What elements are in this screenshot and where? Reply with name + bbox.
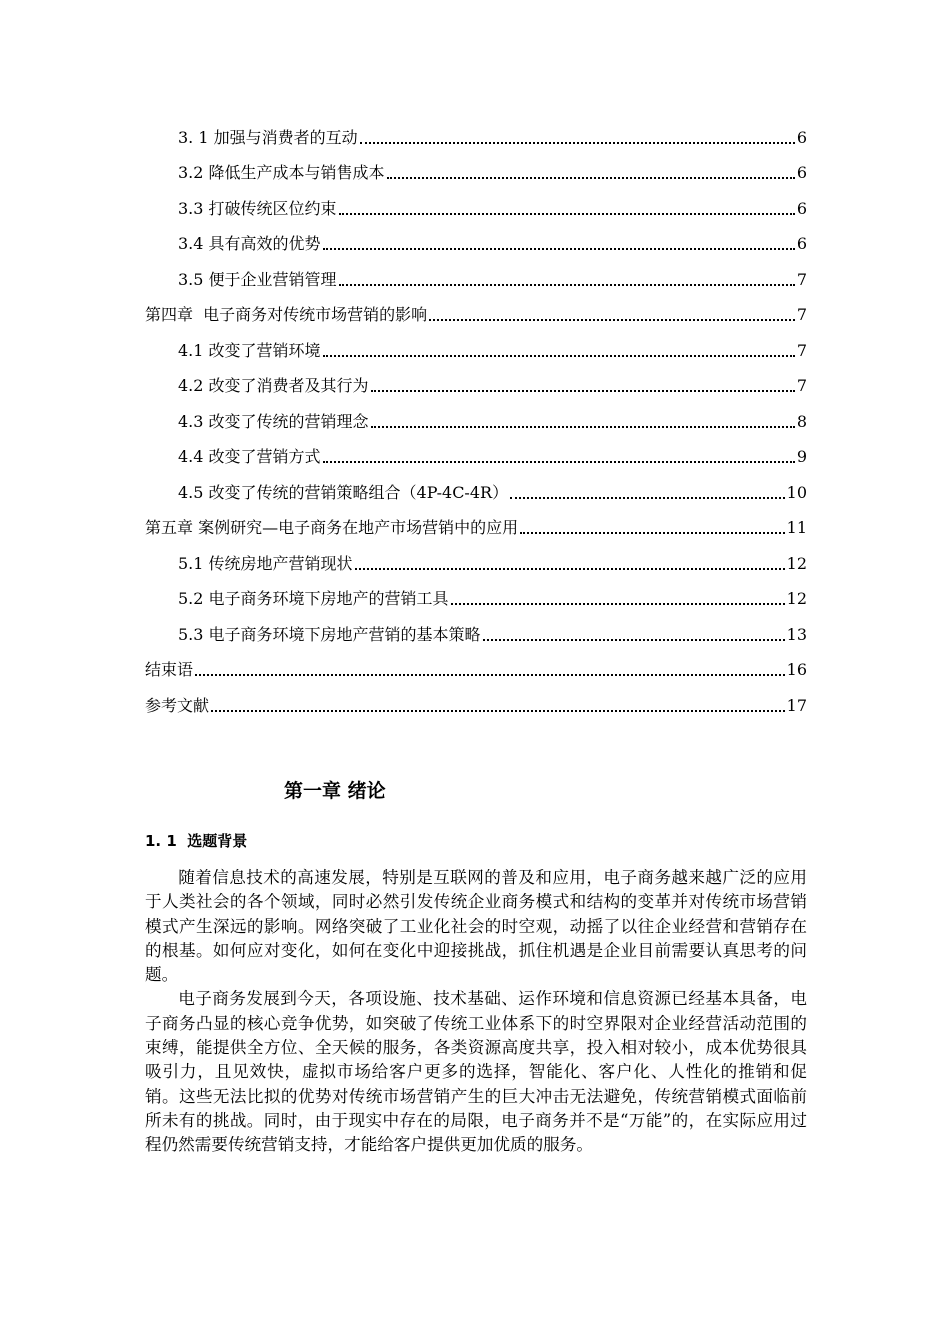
toc-dot-leader	[323, 248, 795, 250]
toc-entry-title: 4.4 改变了营销方式	[178, 447, 321, 466]
toc-dot-leader	[360, 142, 795, 144]
toc-entry-4-4	[145, 432, 807, 468]
body-paragraph: 电子商务发展到今天，各项设施、技术基础、运作环境和信息资源已经基本具备，电子商务凸显的核心竞争优势，如突破了传统工业体系下的时空界限对企业经营活动范围的束缚，能提供全方位、全天候的服务，各类资源高度共享，投入相对较小，成本优势很具吸引力，且见效快，虚拟市场给客户更多的选择，智能化、客户化、人性化的推销和促销。这些无法比拟的优势对传统市场营销产生的巨大冲击无法避免，传统营销模式面临前所未有的挑战。同时，由于现实中存在的局限，电子商务并不是“万能”的，在实际应用过程仍然需要传统营销支持，才能给客户提供更加优质的服务。	[145, 989, 807, 1155]
toc-entry-5-3	[145, 609, 807, 645]
toc-page-number: 16	[786, 660, 807, 679]
toc-entry-conclusion	[145, 645, 807, 681]
toc-page-number: 6	[796, 198, 807, 218]
toc-page-number: 13	[786, 624, 807, 644]
section-heading: 1. 1 选题背景	[145, 832, 248, 850]
toc-entry-3-1	[145, 112, 807, 148]
toc-entry-title: 第四章 电子商务对传统市场营销的影响	[145, 305, 428, 324]
toc-entry-references	[145, 680, 807, 716]
toc-dot-leader	[371, 426, 795, 428]
toc-entry-title: 结束语	[145, 660, 194, 679]
toc-entry-4-3	[145, 396, 807, 432]
toc-entry-title: 3.5 便于企业营销管理	[178, 269, 337, 289]
toc-dot-leader	[520, 532, 785, 534]
toc-page-number: 11	[786, 518, 807, 537]
toc-entry-title: 5.1 传统房地产营销现状	[178, 553, 353, 573]
toc-entry-title: 4.3 改变了传统的营销理念	[178, 411, 369, 431]
toc-entry-5-1	[145, 538, 807, 574]
toc-page-number: 9	[796, 447, 807, 466]
toc-page-number: 8	[796, 411, 807, 431]
body-paragraph: 随着信息技术的高速发展，特别是互联网的普及和应用，电子商务越来越广泛的应用于人类社会的各个领域，同时必然引发传统企业商务模式和结构的变革并对传统市场营销模式产生深远的影响。网络突破了工业化社会的时空观，动摇了以往企业经营和营销存在的根基。如何应对变化，如何在变化中迎接挑战，抓住机遇是企业目前需要认真思考的问题。	[145, 868, 807, 985]
toc-entry-3-4	[145, 219, 807, 255]
toc-dot-leader	[211, 710, 785, 712]
toc-page-number: 7	[796, 340, 807, 360]
toc-entry-3-2	[145, 148, 807, 184]
toc-entry-title: 3.3 打破传统区位约束	[178, 198, 337, 218]
toc-page-number: 6	[796, 234, 807, 253]
toc-entry-title: 第五章 案例研究—电子商务在地产市场营销中的应用	[145, 518, 519, 537]
toc-entry-title: 4.1 改变了营销环境	[178, 340, 321, 360]
toc-page-number: 7	[796, 269, 807, 289]
toc-dot-leader	[355, 568, 785, 570]
toc-dot-leader	[429, 319, 795, 321]
toc-dot-leader	[195, 674, 785, 676]
toc-page-number: 7	[796, 376, 807, 395]
toc-entry-title: 4.2 改变了消费者及其行为	[178, 376, 369, 395]
toc-page-number: 6	[796, 163, 807, 182]
toc-entry-3-5	[145, 254, 807, 290]
table-of-contents	[145, 112, 807, 716]
toc-entry-title: 3.2 降低生产成本与销售成本	[178, 163, 385, 182]
toc-dot-leader	[387, 177, 795, 179]
toc-page-number: 17	[786, 695, 807, 715]
chapter-title: 第一章 绪论	[284, 780, 386, 802]
toc-page-number: 10	[786, 482, 807, 502]
toc-dot-leader	[323, 461, 795, 463]
toc-entry-4-2	[145, 361, 807, 397]
toc-entry-3-3	[145, 183, 807, 219]
toc-entry-title: 5.2 电子商务环境下房地产的营销工具	[178, 589, 449, 608]
toc-dot-leader	[339, 213, 795, 215]
toc-page-number: 7	[796, 305, 807, 324]
toc-dot-leader	[371, 390, 795, 392]
toc-dot-leader	[483, 639, 785, 641]
toc-entry-title: 3.4 具有高效的优势	[178, 234, 321, 253]
toc-dot-leader	[510, 497, 785, 499]
toc-entry-chapter-5	[145, 503, 807, 539]
toc-entry-title: 参考文献	[145, 695, 210, 715]
toc-entry-5-2	[145, 574, 807, 610]
toc-dot-leader	[323, 355, 795, 357]
toc-page-number: 6	[796, 127, 807, 147]
toc-entry-title: 3. 1 加强与消费者的互动	[178, 127, 358, 147]
chapter-body	[145, 866, 807, 1158]
toc-entry-title: 5.3 电子商务环境下房地产营销的基本策略	[178, 624, 481, 644]
toc-entry-title: 4.5 改变了传统的营销策略组合（4P-4C-4R）	[178, 482, 509, 502]
toc-dot-leader	[451, 603, 785, 605]
toc-page-number: 12	[786, 553, 807, 573]
toc-entry-4-1	[145, 325, 807, 361]
toc-dot-leader	[339, 284, 795, 286]
toc-page-number: 12	[786, 589, 807, 608]
toc-entry-chapter-4	[145, 290, 807, 326]
toc-entry-4-5	[145, 467, 807, 503]
